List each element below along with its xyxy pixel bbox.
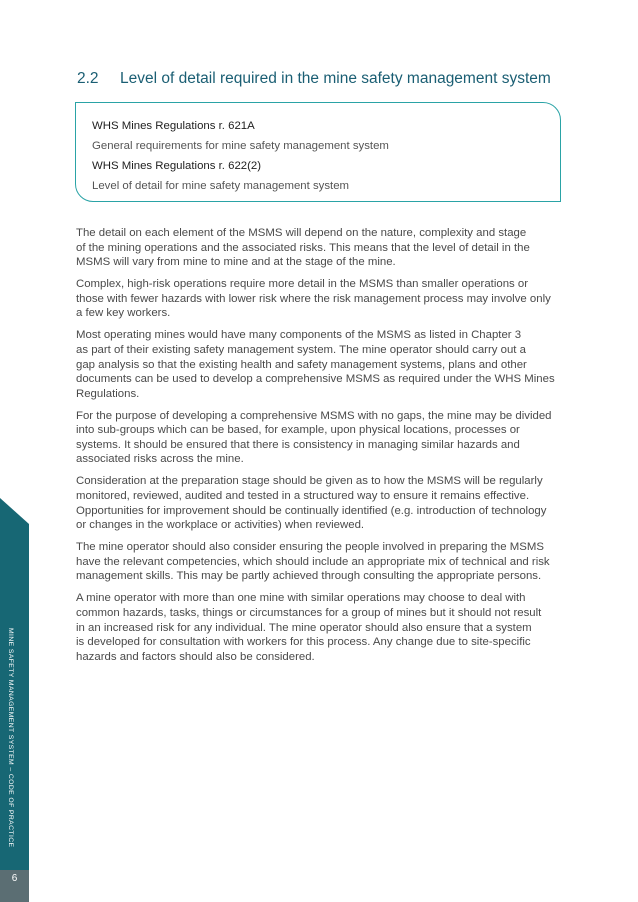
paragraph-line: A mine operator with more than one mine with similar operations may choose to deal with — [76, 592, 526, 605]
page-number: 6 — [11, 873, 18, 884]
paragraph — [76, 474, 566, 532]
regulation-reference-box — [75, 102, 561, 202]
paragraph-line: into sub-groups which can be based, for example, upon physical locations, processes or — [76, 424, 520, 437]
paragraph — [76, 328, 566, 401]
reference-title: WHS Mines Regulations r. 621A — [92, 120, 255, 132]
section-title: Level of detail required in the mine safety management system — [120, 70, 551, 87]
paragraph-line: a few key workers. — [76, 307, 171, 320]
side-tab-cap — [0, 498, 29, 524]
paragraph — [76, 540, 566, 584]
side-tab-label: MINE SAFETY MANAGEMENT SYSTEM – CODE OF PRACTICE — [7, 628, 14, 848]
paragraph — [76, 226, 566, 270]
paragraph-line: hazards and factors should also be considered. — [76, 650, 315, 663]
body-text — [76, 226, 566, 672]
paragraph — [76, 277, 566, 321]
paragraph-line: management skills. This may be partly achieved through consulting the appropriate persons. — [76, 570, 542, 583]
paragraph-line: Complex, high-risk operations require more detail in the MSMS than smaller operations or — [76, 278, 529, 291]
paragraph-line: The detail on each element of the MSMS will depend on the nature, complexity and stage — [76, 227, 527, 239]
reference-description: General requirements for mine safety management system — [92, 140, 389, 152]
reference-item — [92, 156, 560, 196]
paragraph-line: associated risks across the mine. — [76, 453, 244, 466]
paragraph-line: systems. It should be ensured that there is consistency in managing similar hazards and — [76, 438, 520, 451]
paragraph-line: as part of their existing safety management system. The mine operator should carry out a — [76, 343, 526, 356]
paragraph-line: monitored, reviewed, audited and tested in a structured way to ensure it remains effective. — [76, 490, 530, 503]
section-number: 2.2 — [77, 70, 99, 87]
reference-description: Level of detail for mine safety management system — [92, 180, 350, 192]
paragraph-line: or changes in the workplace or activities) when reviewed. — [76, 519, 365, 532]
paragraph-line: Opportunities for improvement should be continually identified (e.g. introduction of technology — [76, 504, 547, 517]
paragraph-line: common hazards, tasks, things or circumstances for a group of mines but it should not result — [76, 607, 542, 619]
paragraph-line: Most operating mines would have many components of the MSMS as listed in Chapter 3 — [76, 329, 522, 342]
reference-item — [92, 116, 560, 156]
paragraph-line: is developed for consultation with workers for this process. Any change due to site-specific — [76, 636, 531, 649]
paragraph-line: For the purpose of developing a comprehensive MSMS with no gaps, the mine may be divided — [76, 409, 552, 422]
paragraph-line: The mine operator should also consider ensuring the people involved in preparing the MSMS — [76, 541, 544, 554]
paragraph — [76, 591, 566, 664]
paragraph-line: gap analysis so that the existing health and safety management systems, plans and other — [76, 358, 527, 371]
paragraph-line: in an increased risk for any individual. The mine operator should also ensure that a system — [76, 621, 532, 634]
paragraph — [76, 409, 566, 467]
paragraph-line: those with fewer hazards with lower risk where the risk management process may involve only — [76, 292, 551, 305]
paragraph-line: Regulations. — [76, 387, 140, 400]
paragraph-line: MSMS will vary from mine to mine and at the stage of the mine. — [76, 256, 396, 269]
paragraph-line: documents can be used to develop a comprehensive MSMS as required under the WHS Mines — [76, 373, 555, 386]
reference-title: WHS Mines Regulations r. 622(2) — [92, 160, 262, 172]
paragraph-line: of the mining operations and the associated risks. This means that the level of detail in the — [76, 241, 530, 254]
section-heading — [77, 70, 597, 88]
side-tab — [0, 498, 29, 902]
paragraph-line: have the relevant competencies, which should include an appropriate mix of technical and risk — [76, 555, 550, 568]
paragraph-line: Consideration at the preparation stage should be given as to how the MSMS will be regularly — [76, 475, 543, 488]
